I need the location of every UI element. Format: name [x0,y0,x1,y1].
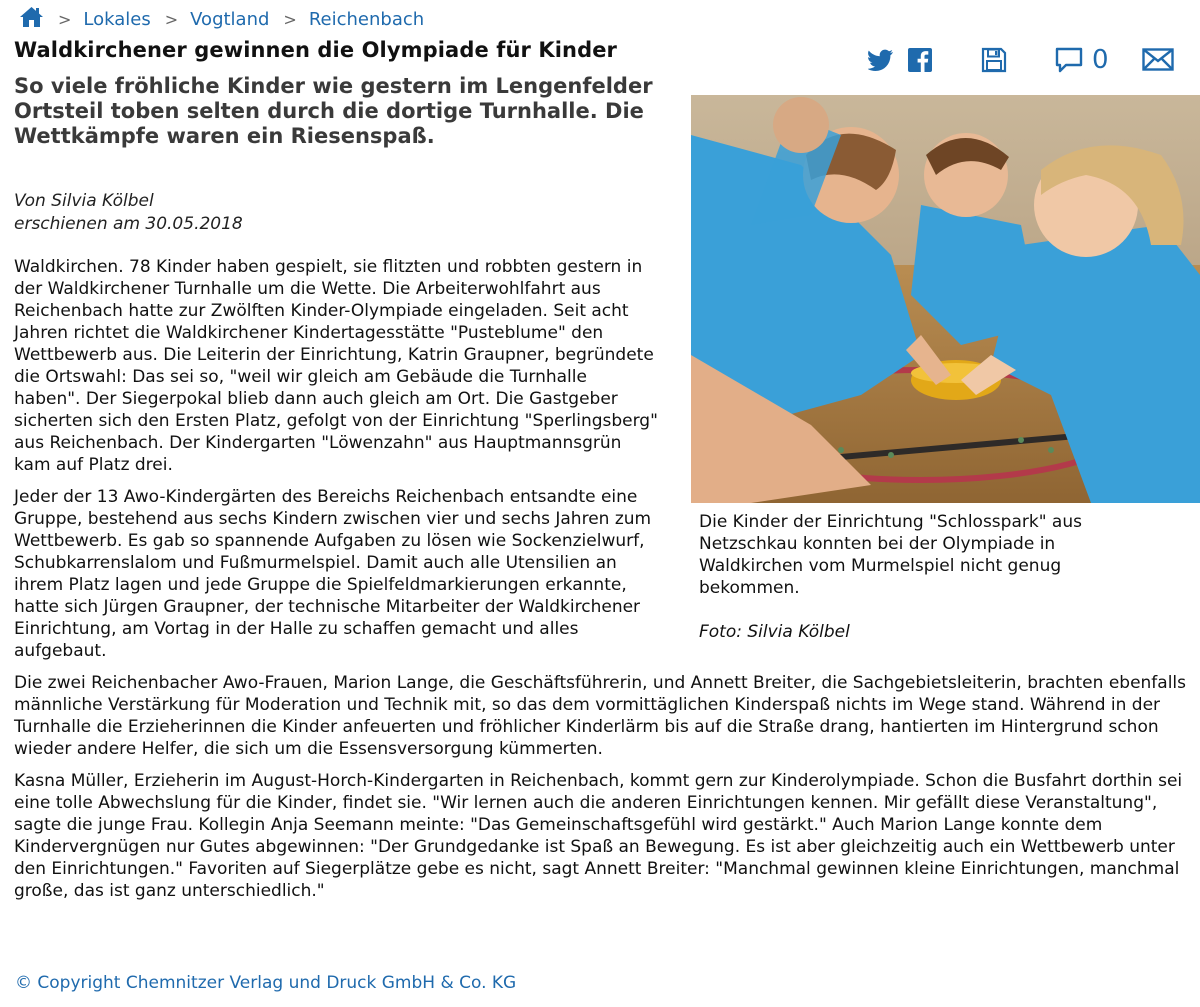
home-link[interactable] [19,6,44,33]
breadcrumb [19,4,424,34]
facebook-button[interactable] [908,44,932,76]
photo-credit: Foto: Silvia Kölbel [699,622,850,642]
article-lead: So viele fröhliche Kinder wie gestern im Lengenfelder Ortsteil toben selten durch die dortige Turnhalle. Die Wettkämpfe waren ein Riesenspaß. [14,74,653,148]
twitter-button[interactable] [868,44,894,76]
share-bar [866,44,1196,78]
paragraph: Jeder der 13 Awo-Kindergärten des Bereichs Reichenbach entsandte eine Gruppe, bestehend aus sechs Kindern zwischen vier und sechs Jahren zum Wettbewerb. Es gab so spannende Aufgaben zu lösen wie Sockenzielwurf, Schubkarrenslalom und Fußmurmelspiel. Damit auch alle Utensilien an ihrem Platz lagen und jede Gruppe die Spielfeldmarkierungen erkannte, hatte sich Jürgen Graupner, der technische Mitarbeiter der Waldkirchener Einrichtung, am Vortag in der Halle zu schaffen gemacht und alles aufgebaut. [14,487,652,661]
author: Von Silvia Kölbel [14,191,154,211]
mail-icon [1142,48,1174,72]
breadcrumb-item-reichenbach[interactable]: Reichenbach [308,8,425,30]
breadcrumb-separator: > [164,9,179,29]
copyright-notice: © Copyright Chemnitzer Verlag und Druck GmbH & Co. KG [15,973,517,993]
home-icon [19,6,44,28]
facebook-icon [908,48,932,72]
caption-text: Die Kinder der Einrichtung "Schlosspark" aus Netzschkau konnten bei der Olympiade in Waldkirchen vom Murmelspiel nicht genug bekommen. [699,512,1082,598]
breadcrumb-separator: > [283,9,297,29]
byline [14,190,243,236]
comment-count: 0 [1092,45,1109,75]
comment-icon [1054,46,1084,74]
breadcrumb-item-lokales[interactable]: Lokales [83,8,151,30]
comments-button[interactable] [1054,44,1109,76]
paragraph: Kasna Müller, Erzieherin im August-Horch-Kindergarten in Reichenbach, kommt gern zur Kinderolympiade. Schon die Busfahrt dorthin sei eine tolle Abwechslung für die Kinder, findet sie. "Wir lernen auch die anderen Einrichtungen kennen. Mir gefällt diese Veranstaltung", sagte die junge Frau. Kollegin Anja Seemann meinte: "Das Gemeinschaftsgefühl wird gestärkt." Auch Marion Lange konnte dem Kindervergnügen nur Gutes abgewinnen: "Der Grundgedanke ist Spaß an Bewegung. Es ist aber gleichzeitig auch ein Wettbewerb unter den Einrichtungen." Favoriten auf Siegerplätze gebe es nicht, sagt Annett Breiter: "Manchmal gewinnen kleine Einrichtungen, manchmal große, das ist ganz unterschiedlich." [14,771,1183,901]
twitter-icon [868,49,894,71]
save-icon [981,47,1007,73]
publish-date: erschienen am 30.05.2018 [14,214,243,234]
breadcrumb-separator: > [58,9,72,29]
article-body [14,256,1200,912]
breadcrumb-item-vogtland[interactable]: Vogtland [190,8,270,30]
paragraph: Die zwei Reichenbacher Awo-Frauen, Marion Lange, die Geschäftsführerin, und Annett Breiter, die Sachgebietsleiterin, brachten ebenfalls männliche Verstärkung für Moderation und Technik mit, so das dem vormittäglichen Kinderspaß nichts im Wege stand. Während in der Turnhalle die Erzieherinnen die Kinder anfeuerten und fröhlicher Kinderlärm bis auf die Straße drang, hantierten im Hintergrund schon wieder andere Helfer, die sich um die Essensversorgung kümmerten. [14,673,1187,759]
article-title: Waldkirchener gewinnen die Olympiade für Kinder [14,38,618,62]
mail-button[interactable] [1142,44,1174,76]
paragraph: Waldkirchen. 78 Kinder haben gespielt, sie flitzten und robbten gestern in der Waldkirchener Turnhalle um die Wette. Die Arbeiterwohlfahrt aus Reichenbach hatte zur Zwölften Kinder-Olympiade eingeladen. Seit acht Jahren richtet die Waldkirchener Kindertagesstätte "Pusteblume" den Wettbewerb aus. Die Leiterin der Einrichtung, Katrin Graupner, begründete die Ortswahl: Das sei so, "weil wir gleich am Gebäude die Turnhalle haben". Der Siegerpokal blieb dann auch gleich am Ort. Die Gastgeber sicherten sich den Ersten Platz, gefolgt von der Einrichtung "Sperlingsberg" aus Reichenbach. Der Kindergarten "Löwenzahn" aus Hauptmannsgrün kam auf Platz drei. [14,257,658,475]
save-button[interactable] [981,44,1007,76]
